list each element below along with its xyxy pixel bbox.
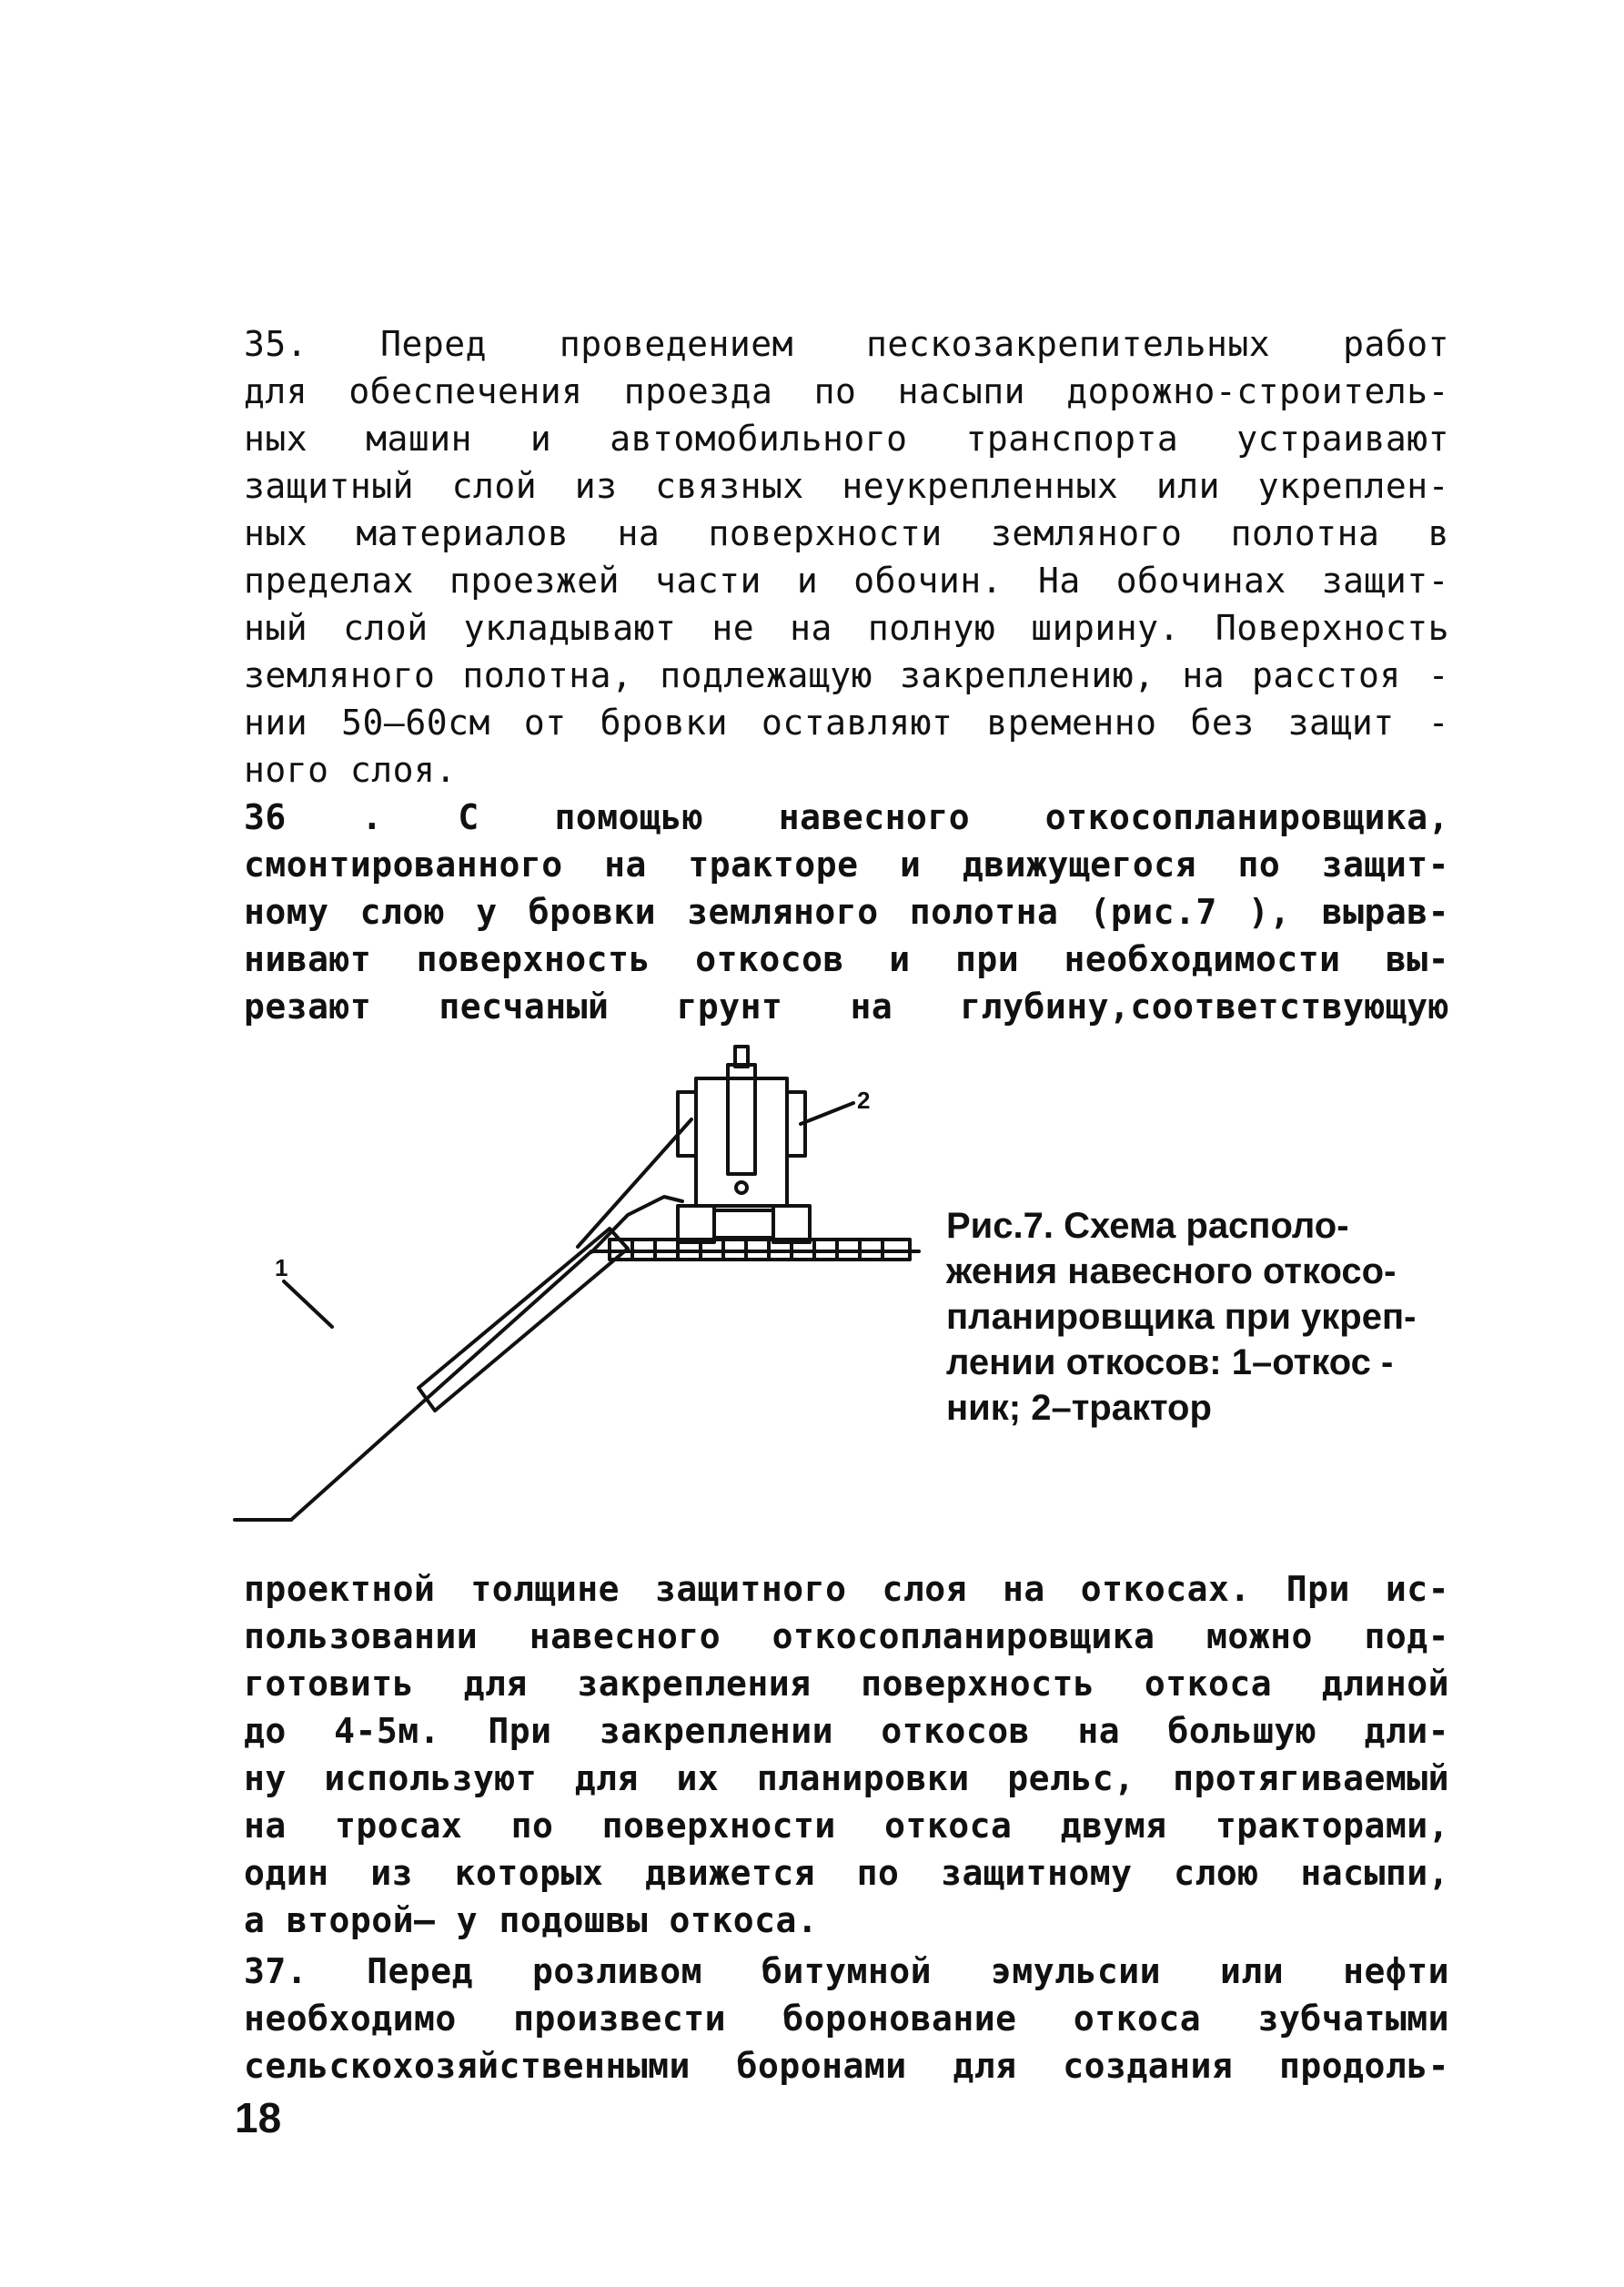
text-line: один из которых движется по защитному слою насыпи, <box>244 1853 1449 1893</box>
planer-link <box>591 1197 682 1252</box>
planer-arm <box>578 1119 691 1247</box>
text-line: сельскохозяйственными боронами для создания продоль- <box>244 2046 1449 2086</box>
text-line: до 4-5м. При закреплении откосов на большую дли- <box>244 1711 1449 1751</box>
text-line: для обеспечения проезда по насыпи дорожно-строитель- <box>244 371 1449 411</box>
figure-7-diagram <box>227 1037 955 1547</box>
leader-line-2 <box>801 1103 853 1124</box>
text-line: нии 50–60см от бровки оставляют временно без защит - <box>244 703 1449 743</box>
text-line: проектной толщине защитного слоя на откосах. При ис- <box>244 1569 1449 1609</box>
text-line: ному слою у бровки земляного полотна (рис.7 ), вырав- <box>244 892 1449 932</box>
caption-line: Рис.7. Схема располо- <box>946 1206 1349 1246</box>
slope-line <box>291 1251 591 1520</box>
text-line: резают песчаный грунт на глубину,соответствующую <box>244 987 1449 1027</box>
text-line: ных материалов на поверхности земляного полотна в <box>244 513 1449 553</box>
text-line: смонтированного на тракторе и движущегося по защит- <box>244 845 1449 885</box>
text-line: необходимо произвести боронование откоса зубчатыми <box>244 1999 1449 2039</box>
caption-line: планировщика при укреп- <box>946 1297 1417 1337</box>
text-line: пользовании навесного откосопланировщика можно под- <box>244 1616 1449 1656</box>
text-line: ну используют для их планировки рельс, протягиваемый <box>244 1758 1449 1798</box>
page-number: 18 <box>235 2094 282 2141</box>
figure-7-caption <box>946 1203 1456 1431</box>
planer-blade <box>419 1229 628 1411</box>
text-line: защитный слой из связных неукрепленных или укреплен- <box>244 466 1449 506</box>
text-line: ного слоя. <box>244 750 457 790</box>
text-line: 36 . С помощью навесного откосопланировщика, <box>244 797 1449 837</box>
text-line: ных машин и автомобильного транспорта устраивают <box>244 419 1449 459</box>
text-line: а второй– у подошвы откоса. <box>244 1900 819 1940</box>
text-line: пределах проезжей части и обочин. На обочинах защит- <box>244 561 1449 601</box>
text-line: готовить для закрепления поверхность откоса длиной <box>244 1664 1449 1704</box>
text-line: земляного полотна, подлежащую закреплению, на расстоя - <box>244 655 1449 695</box>
leader-line-1 <box>284 1281 332 1327</box>
caption-line: жения навесного откосо- <box>946 1251 1397 1291</box>
text-line: на тросах по поверхности откоса двумя тракторами, <box>244 1806 1449 1846</box>
caption-line: ник; 2–трактор <box>946 1388 1212 1428</box>
label-2: 2 <box>857 1087 871 1114</box>
text-line: 35. Перед проведением пескозакрепительных работ <box>244 324 1449 364</box>
text-line: 37. Перед розливом битумной эмульсии или нефти <box>244 1951 1449 1991</box>
text-line: ный слой укладывают не на полную ширину. Поверхность <box>244 608 1449 648</box>
text-line: нивают поверхность откосов и при необходимости вы- <box>244 939 1449 979</box>
tractor <box>678 1047 810 1242</box>
label-1: 1 <box>275 1254 288 1281</box>
caption-line: лении откосов: 1–откос - <box>946 1342 1394 1382</box>
